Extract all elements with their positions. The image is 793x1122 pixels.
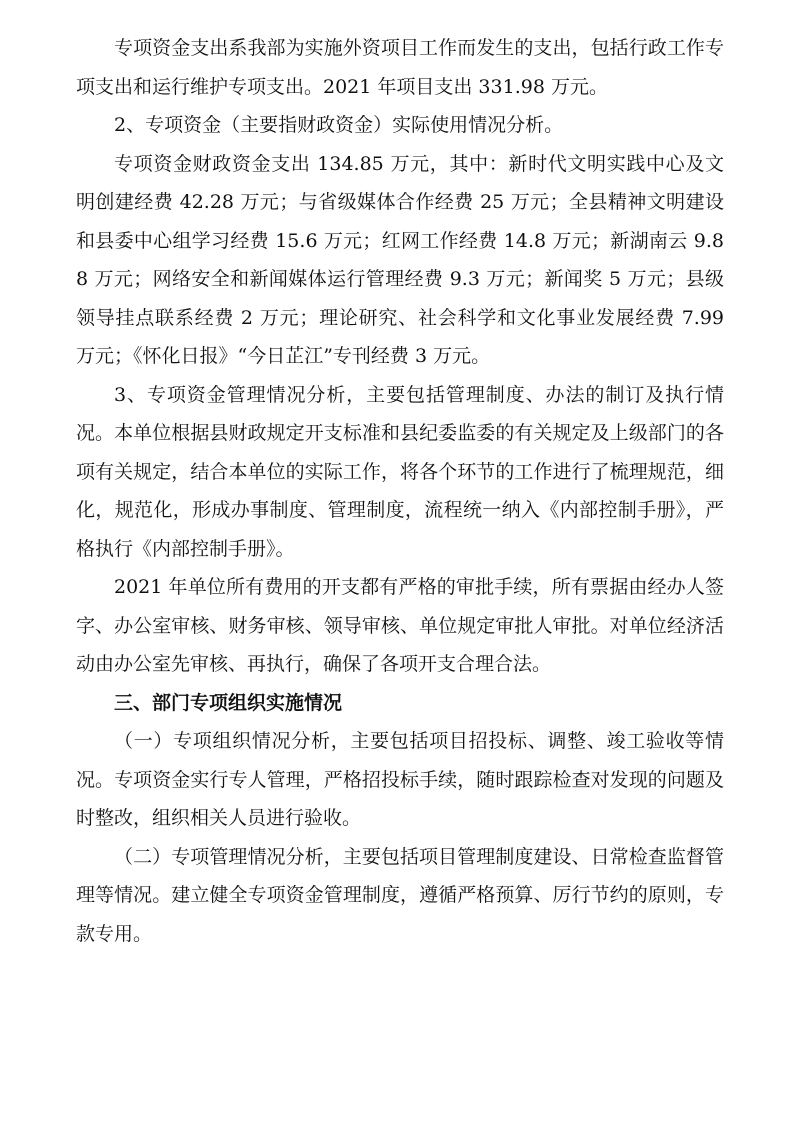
- paragraph-project-expenditure-summary: 专项资金支出系我部为实施外资项目工作而发生的支出，包括行政工作专项支出和运行维护专项支出。2021 年项目支出 331.98 万元。: [76, 37, 724, 98]
- paragraph-fund-usage-title: 2、专项资金（主要指财政资金）实际使用情况分析。: [114, 114, 564, 136]
- document-body: [76, 29, 724, 953]
- section-heading-implementation: 三、部门专项组织实施情况: [114, 691, 343, 714]
- paragraph-approval-procedures: 2021 年单位所有费用的开支都有严格的审批手续，所有票据由经办人签字、办公室审核、财务审核、领导审核、单位规定审批人审批。对单位经济活动由办公室先审核、再执行，确保了各项开支合理合法。: [76, 576, 724, 675]
- paragraph-organization-analysis: （一）专项组织情况分析，主要包括项目招投标、调整、竣工验收等情况。专项资金实行专人管理，严格招投标手续，随时跟踪检查对发现的问题及时整改，组织相关人员进行验收。: [76, 730, 724, 829]
- paragraph-fund-management-analysis: 3、专项资金管理情况分析，主要包括管理制度、办法的制订及执行情况。本单位根据县财政规定开支标准和县纪委监委的有关规定及上级部门的各项有关规定，结合本单位的实际工作，将各个环节的工作进行了梳理规范，细化，规范化，形成办事制度、管理制度，流程统一纳入《内部控制手册》，严格执行《内部控制手册》。: [76, 383, 724, 560]
- paragraph-fund-usage-details: 专项资金财政资金支出 134.85 万元，其中：新时代文明实践中心及文明创建经费 42.28 万元；与省级媒体合作经费 25 万元；全县精神文明建设和县委中心组学习经费 15.6 万元；红网工作经费 14.8 万元；新湖南云 9.88 万元；网络安全和新闻媒体运行管理经费 9.3 万元；新闻奖 5 万元；县级领导挂点联系经费 2 万元；理论研究、社会科学和文化事业发展经费 7.99 万元；《怀化日报》“今日芷江”专刊经费 3 万元。: [76, 152, 724, 367]
- paragraph-management-analysis: （二）专项管理情况分析，主要包括项目管理制度建设、日常检查监督管理等情况。建立健全专项资金管理制度，遵循严格预算、厉行节约的原则，专款专用。: [76, 845, 724, 945]
